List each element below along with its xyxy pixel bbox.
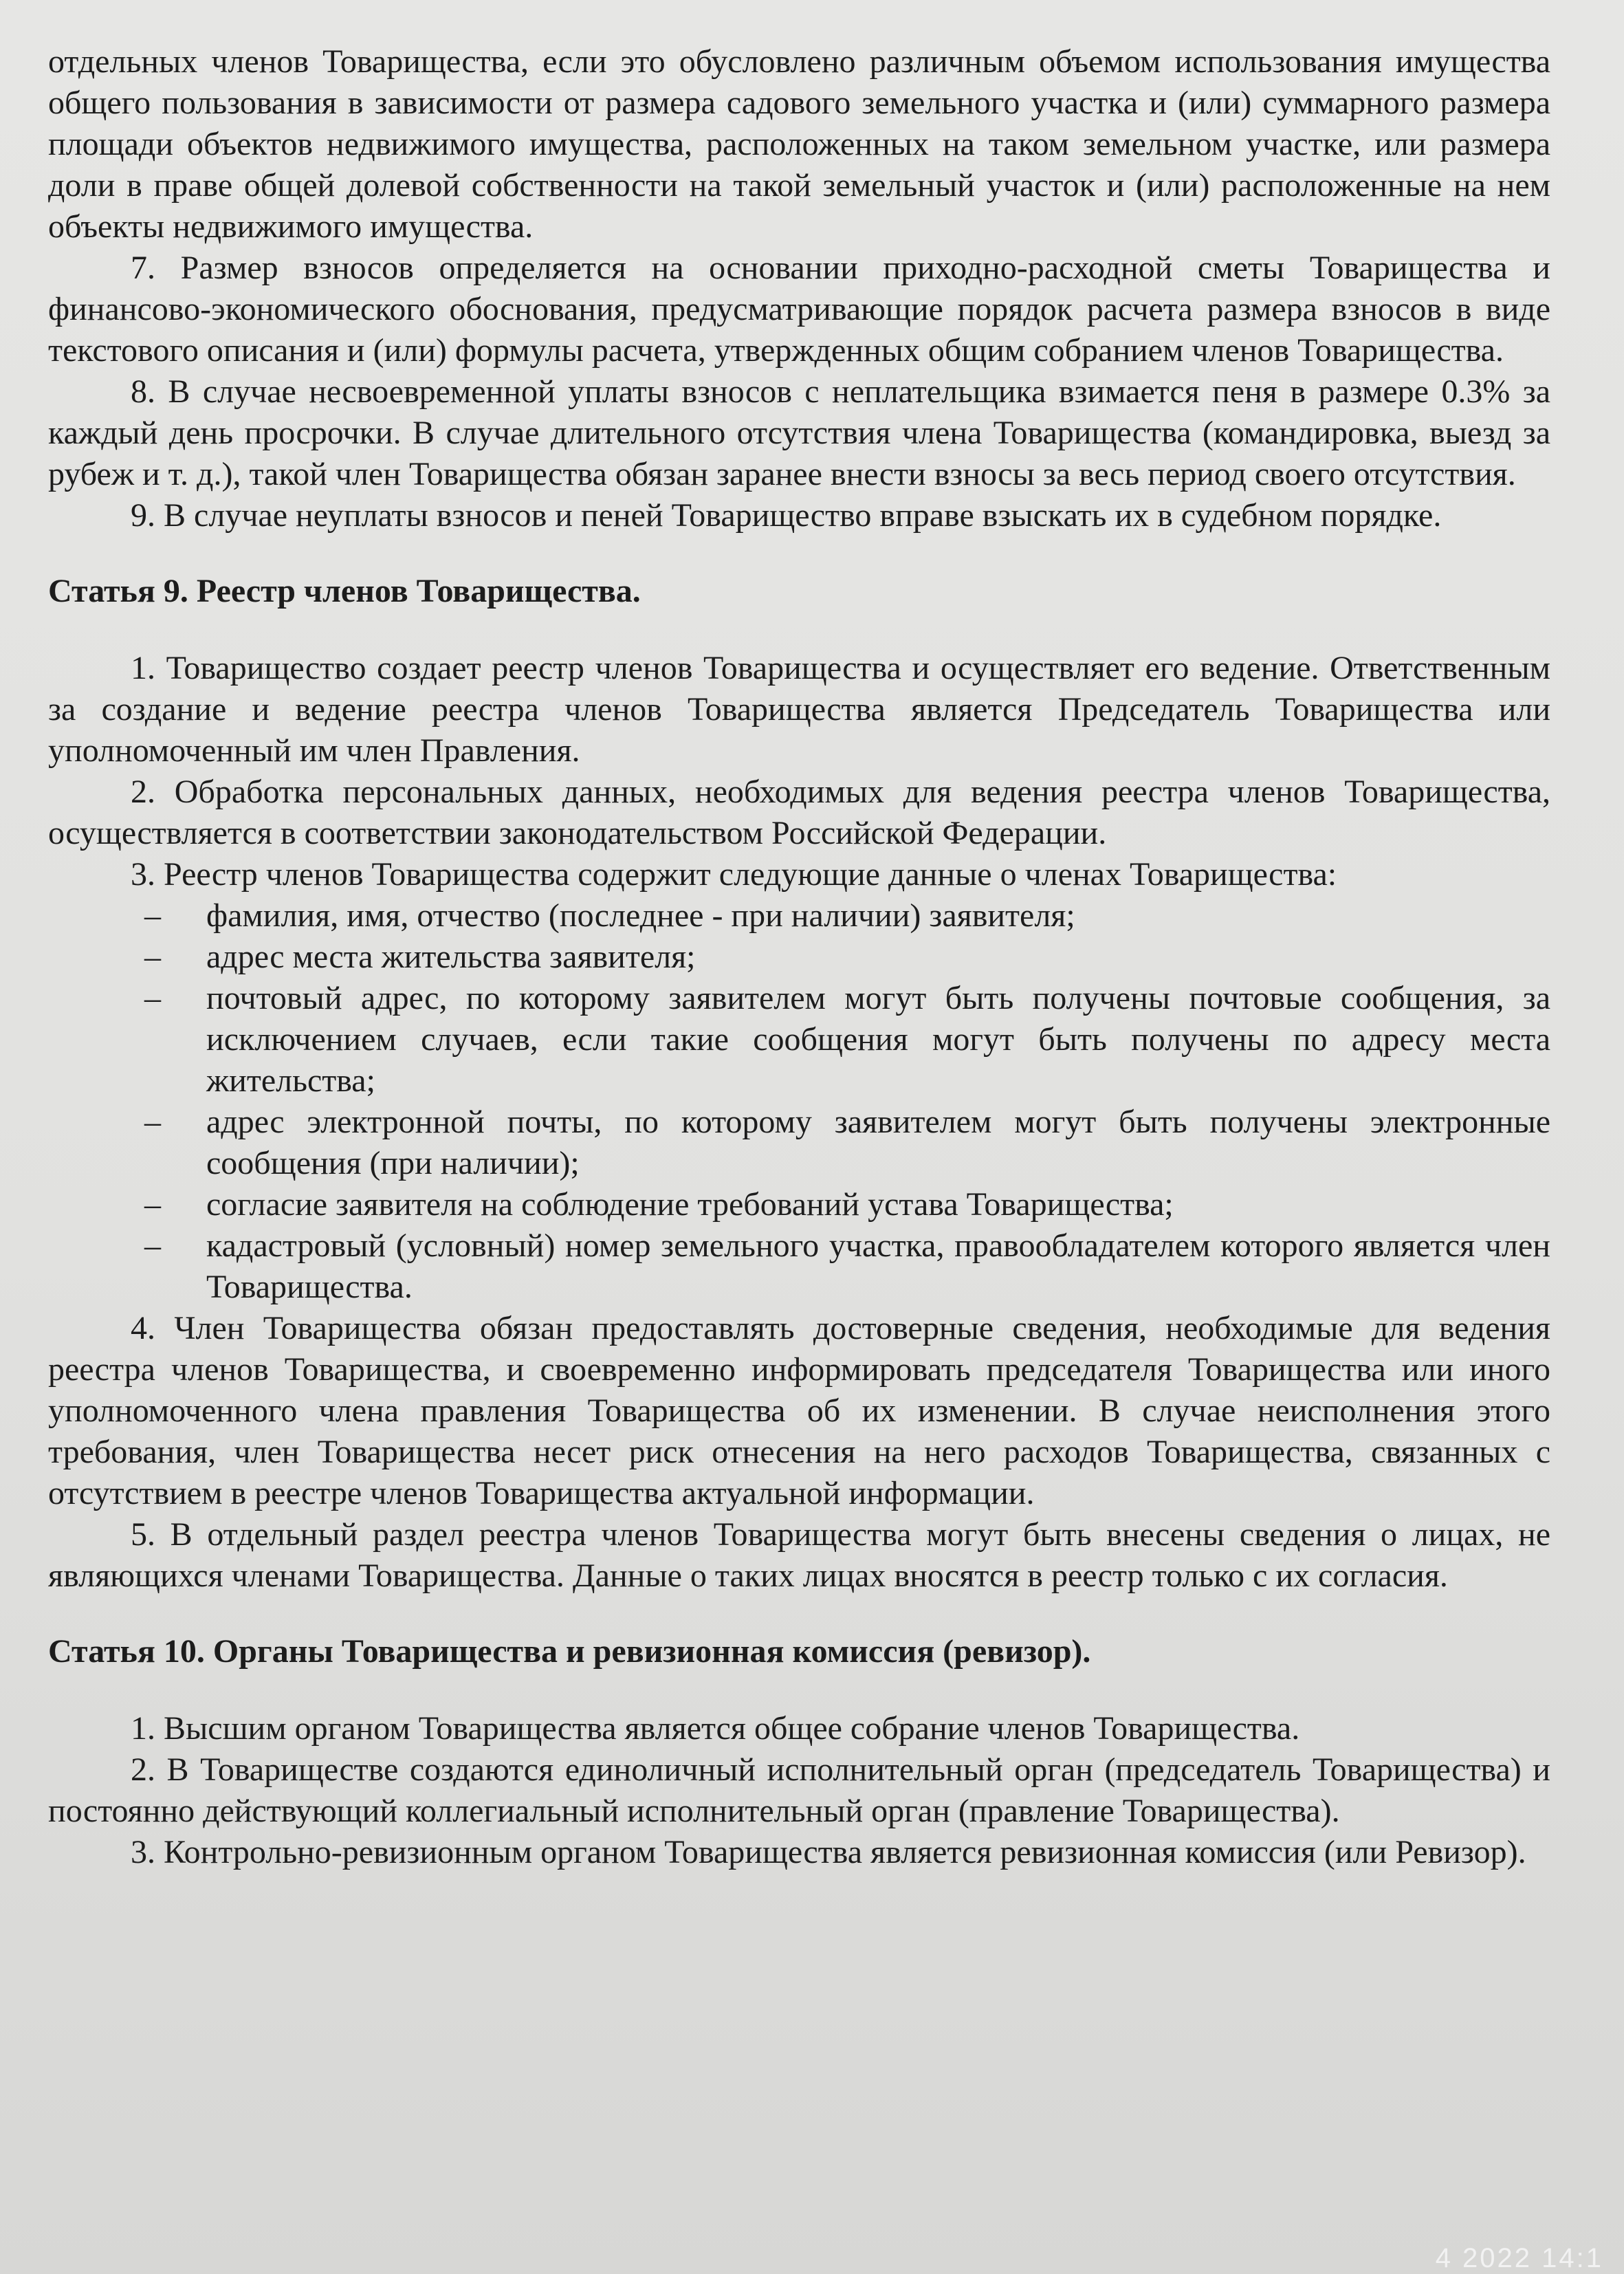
article10-item-2: 2. В Товариществе создаются единоличный исполнительный орган (председатель Товарищества) и постоянно действующий коллегиальный исполнительный орган (правление Товарищества). [48, 1751, 1550, 1829]
list-item: – адрес места жительства заявителя; [206, 937, 1550, 978]
article8-item-8: 8. В случае несвоевременной уплаты взносов с неплательщика взимается пеня в размере 0.3% за каждый день просрочки. В случае длительного отсутствия члена Товарищества (командировка, выезд за рубеж и т. д.), такой член Товарищества обязан заранее внести взносы за весь период своего отсутствия. [48, 373, 1550, 492]
article9-heading: Статья 9. Реестр членов Товарищества. [48, 573, 641, 609]
list-item: – почтовый адрес, по которому заявителем могут быть получены почтовые сообщения, за исключением случаев, если такие сообщения могут быть получены по адресу места жительства; [206, 978, 1550, 1102]
article10-item-3: 3. Контрольно-ревизионным органом Товарищества является ревизионная комиссия (или Ревизор). [131, 1834, 1526, 1870]
list-item: – согласие заявителя на соблюдение требований устава Товарищества; [206, 1184, 1550, 1225]
article9-item-3: 3. Реестр членов Товарищества содержит следующие данные о членах Товарищества: [131, 856, 1337, 893]
register-data-list [48, 895, 1550, 1308]
list-item: – адрес электронной почты, по которому заявителем могут быть получены электронные сообщения (при наличии); [206, 1102, 1550, 1184]
article8-item-9: 9. В случае неуплаты взносов и пеней Товарищество вправе взыскать их в судебном порядке. [131, 497, 1442, 534]
article9-item-1: 1. Товарищество создает реестр членов Товарищества и осуществляет его ведение. Ответственным за создание и ведение реестра членов Товарищества является Председатель Товарищества или уполномоченный им член Правления. [48, 650, 1550, 769]
article8-tail-paragraph: отдельных членов Товарищества, если это обусловлено различным объемом использования имущества общего пользования в зависимости от размера садового земельного участка и (или) суммарного размера площади объектов недвижимого имущества, расположенных на таком земельном участке, или размера доли в праве общей долевой собственности на такой земельный участок и (или) расположенные на нем объекты недвижимого имущества. [48, 43, 1550, 245]
list-item: – кадастровый (условный) номер земельного участка, правообладателем которого является член Товарищества. [206, 1225, 1550, 1308]
article9-item-5: 5. В отдельный раздел реестра членов Товарищества могут быть внесены сведения о лицах, не являющихся членами Товарищества. Данные о таких лицах вносятся в реестр только с их согласия. [48, 1516, 1550, 1594]
list-item: – фамилия, имя, отчество (последнее - при наличии) заявителя; [206, 895, 1550, 937]
article10-heading: Статья 10. Органы Товарищества и ревизионная комиссия (ревизор). [48, 1633, 1091, 1670]
article8-item-7: 7. Размер взносов определяется на основании приходно-расходной сметы Товарищества и финансово-экономического обоснования, предусматривающие порядок расчета размера взносов в виде текстового описания и (или) формулы расчета, утвержденных общим собранием членов Товарищества. [48, 250, 1550, 369]
article9-item-2: 2. Обработка персональных данных, необходимых для ведения реестра членов Товарищества, осуществляется в соответствии законодательством Российской Федерации. [48, 774, 1550, 851]
photo-timestamp-stamp: 4 2022 14:1 [1435, 2243, 1603, 2273]
document-page [48, 41, 1550, 1873]
article9-item-4: 4. Член Товарищества обязан предоставлять достоверные сведения, необходимые для ведения реестра членов Товарищества, и своевременно информировать председателя Товарищества или иного уполномоченного члена правления Товарищества об их изменении. В случае неисполнения этого требования, член Товарищества несет риск отнесения на него расходов Товарищества, связанных с отсутствием в реестре членов Товарищества актуальной информации. [48, 1310, 1550, 1511]
article10-item-1: 1. Высшим органом Товарищества является общее собрание членов Товарищества. [131, 1710, 1300, 1747]
